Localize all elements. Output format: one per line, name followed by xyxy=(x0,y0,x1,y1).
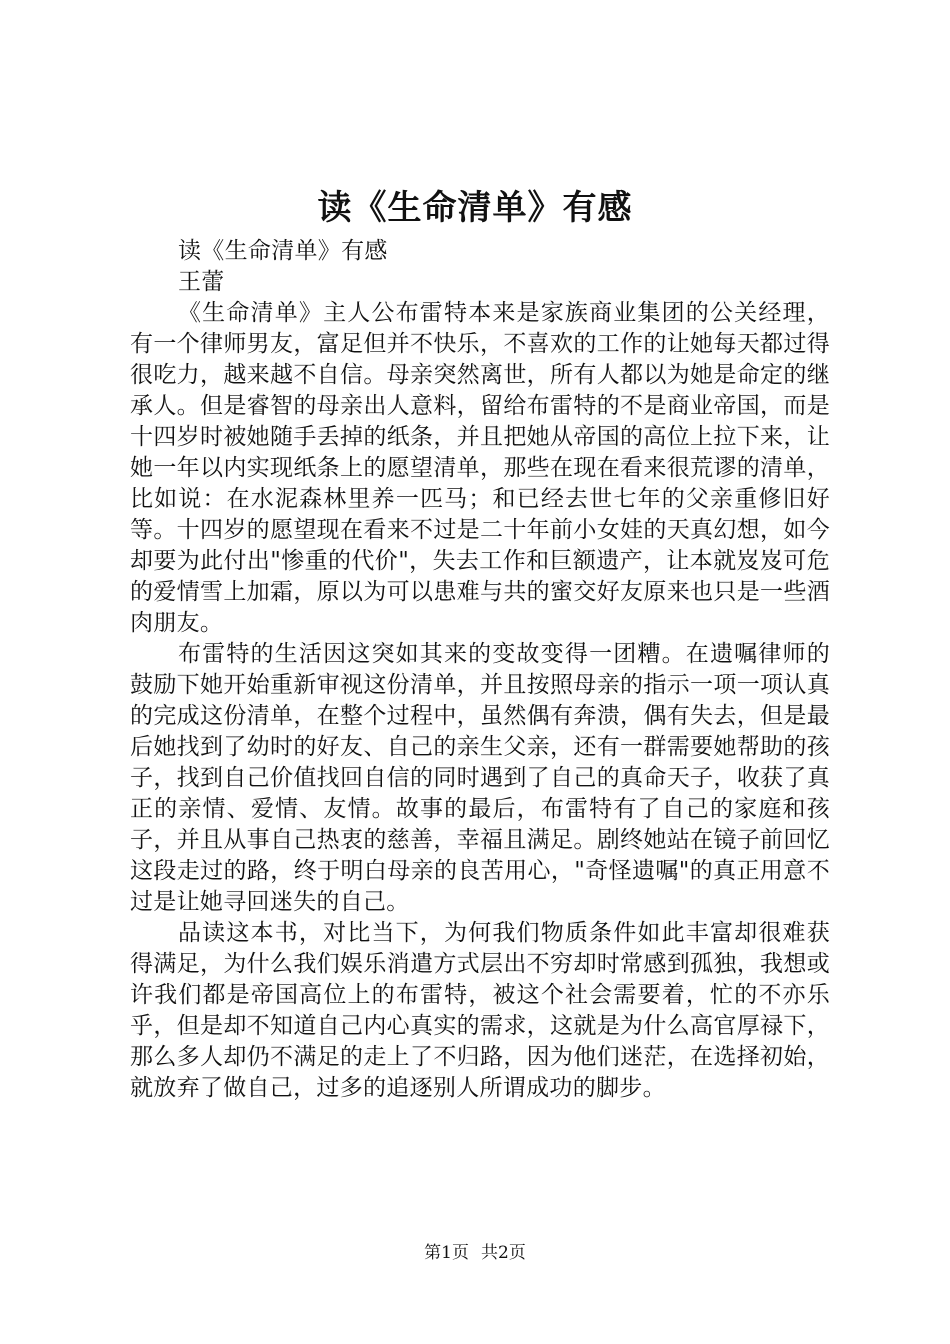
paragraph-1: 《生命清单》主人公布雷特本来是家族商业集团的公关经理，有一个律师男友，富足但并不快乐，不喜欢的工作的让她每天都过得很吃力，越来越不自信。母亲突然离世，所有人都以为她是命定的继承人。但是睿智的母亲出人意料，留给布雷特的不是商业帝国，而是十四岁时被她随手丢掉的纸条，并且把她从帝国的高位上拉下来，让她一年以内实现纸条上的愿望清单，那些在现在看来很荒谬的清单，比如说：在水泥森林里养一匹马；和已经去世七年的父亲重修旧好等。十四岁的愿望现在看来不过是二十年前小女娃的天真幻想，如今却要为此付出"惨重的代价"，失去工作和巨额遗产，让本就岌岌可危的爱情雪上加霜，原以为可以患难与共的蜜交好友原来也只是一些酒肉朋友。 xyxy=(130,300,830,636)
page-footer xyxy=(0,1242,950,1264)
document-body xyxy=(130,236,830,1104)
paragraph-2: 布雷特的生活因这突如其来的变故变得一团糟。在遗嘱律师的鼓励下她开始重新审视这份清单，并且按照母亲的指示一项一项认真的完成这份清单，在整个过程中，虽然偶有奔溃，偶有失去，但是最后她找到了幼时的好友、自己的亲生父亲，还有一群需要她帮助的孩子，找到自己价值找回自信的同时遇到了自己的真命天子，收获了真正的亲情、爱情、友情。故事的最后，布雷特有了自己的家庭和孩子，并且从事自己热衷的慈善，幸福且满足。剧终她站在镜子前回忆这段走过的路，终于明白母亲的良苦用心，"奇怪遗嘱"的真正用意不过是让她寻回迷失的自己。 xyxy=(130,641,830,915)
paragraph-3: 品读这本书，对比当下，为何我们物质条件如此丰富却很难获得满足，为什么我们娱乐消遣方式层出不穷却时常感到孤独，我想或许我们都是帝国高位上的布雷特，被这个社会需要着，忙的不亦乐乎，但是却不知道自己内心真实的需求，这就是为什么高官厚禄下，那么多人却仍不满足的走上了不归路，因为他们迷茫，在选择初始，就放弃了做自己，过多的追逐别人所谓成功的脚步。 xyxy=(130,920,830,1101)
page-total: 共2页 xyxy=(481,1243,526,1263)
author-line: 王蕾 xyxy=(178,269,225,295)
page-title: 读《生命清单》有感 xyxy=(317,188,633,228)
subtitle-line: 读《生命清单》有感 xyxy=(178,238,388,264)
page-number: 第1页 xyxy=(424,1243,469,1263)
